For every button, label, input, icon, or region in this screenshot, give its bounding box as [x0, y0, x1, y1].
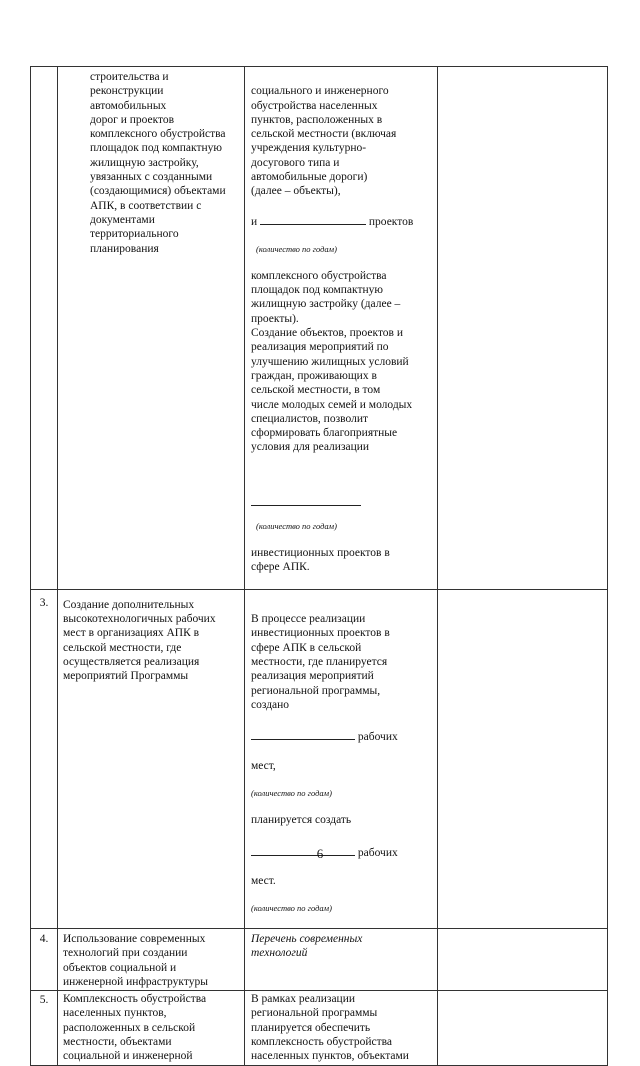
result-cell: [245, 991, 438, 1066]
goal-text: строительства и реконструкции автомобильных дорог и проектов комплексного обустройства площадок под компактную жилищную застройку, увязанных с созданными (создающимися) объектами АПК, в соответствии с документами территориального планирования: [90, 71, 226, 255]
result-text-part2: комплексного обустройства площадок под компактную жилищную застройку (далее – проекты). Создание объектов, проектов и реализация мероприятий по улучшению жилищных условий граждан, проживающих в сельской местности, в том числе молодых семей и молодых специалистов, позволит сформировать благоприятные условия для реализации: [251, 269, 413, 454]
extra-cell: [438, 991, 608, 1066]
result-text-part1: социального и инженерного обустройства населенных пунктов, расположенных в сельской местности (включая учреждения культурно- досугового типа и автомобильные дороги) (далее – объекты),: [251, 85, 397, 198]
places-word: мест,: [251, 760, 276, 773]
projects-word: проектов: [368, 215, 414, 228]
result-text-part1: В процессе реализации инвестиционных проектов в сфере АПК в сельской местности, где планируется реализация мероприятий региональной программы, создано: [251, 613, 390, 711]
goal-cell: [58, 991, 245, 1066]
row-number: [31, 67, 58, 590]
extra-cell: [438, 67, 608, 590]
table-row: [31, 991, 608, 1066]
result-text: Перечень современных технологий: [251, 933, 363, 960]
goal-cell: [58, 929, 245, 991]
blank-fill-line: [251, 728, 355, 740]
quantity-note: (количество по годам): [256, 520, 337, 531]
table-row: [31, 67, 608, 590]
program-indicators-table: [30, 66, 608, 1066]
objects-projects-line: [251, 213, 433, 229]
row-number: 4.: [31, 929, 58, 991]
result-text-part3: инвестиционных проектов в сфере АПК.: [251, 546, 390, 574]
and-word: и: [251, 215, 258, 228]
table-row: [31, 589, 608, 928]
quantity-note: (количество по годам): [256, 243, 337, 254]
result-content: [245, 590, 437, 928]
spacer: [251, 469, 433, 480]
extra-cell: [438, 929, 608, 991]
table-row: [31, 929, 608, 991]
jobs-line: [251, 728, 433, 744]
result-cell: [245, 589, 438, 928]
goal-cell: [58, 67, 245, 590]
jobs-word: рабочих: [357, 731, 398, 744]
result-content: [245, 67, 437, 589]
goal-text: Создание дополнительных высокотехнологичных рабочих мест в организациях АПК в сельской местности, где осуществляется реализация мероприятий Программы: [63, 598, 216, 683]
quantity-note: (количество по годам): [251, 787, 332, 798]
goal-cell: [58, 589, 245, 928]
blank-fill-line: [251, 494, 361, 506]
quantity-note: (количество по годам): [251, 902, 332, 913]
row-number: 3.: [31, 589, 58, 928]
plan-text: планируется создать: [251, 813, 352, 826]
result-cell: [245, 67, 438, 590]
result-cell: [245, 929, 438, 991]
result-text: В рамках реализации региональной программы планируется обеспечить комплексность обустройства населенных пунктов, объектами: [251, 993, 409, 1063]
goal-text: Использование современных технологий при создании объектов социальной и инженерной инфраструктуры: [63, 933, 208, 988]
places-word: мест.: [251, 875, 276, 888]
jobs-word: рабочих: [357, 846, 398, 859]
page-number: 6: [316, 846, 324, 861]
goal-text: Комплексность обустройства населенных пунктов, расположенных в сельской местности, объектами социальной и инженерной: [63, 993, 207, 1063]
extra-cell: [438, 589, 608, 928]
blank-fill-line: [260, 213, 366, 225]
row-number: 5.: [31, 991, 58, 1066]
